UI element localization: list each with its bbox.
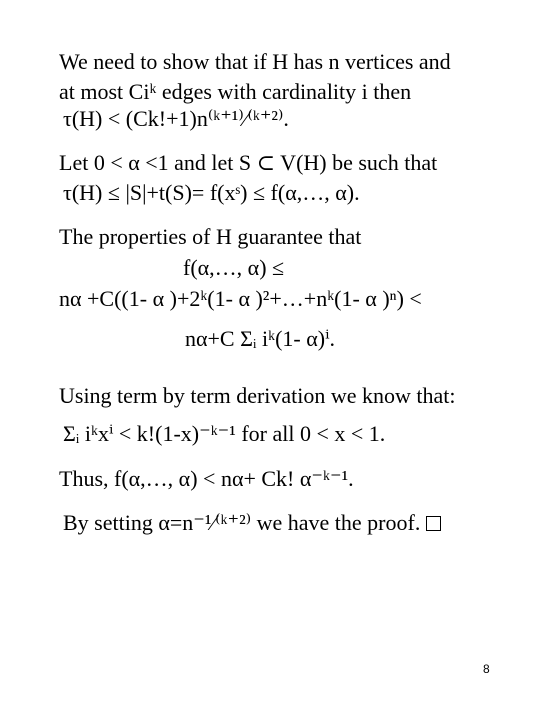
text-line-2: at most Ciᵏ edges with cardinality i then — [59, 79, 412, 104]
qed-box-icon — [426, 516, 441, 531]
text-line-13: By setting α=n⁻¹⁄⁽ᵏ⁺²⁾ we have the proof. — [63, 510, 421, 535]
text-line-3: τ(H) < (Ck!+1)n⁽ᵏ⁺¹⁾⁄⁽ᵏ⁺²⁾. — [63, 106, 289, 131]
text-line-11: Σᵢ iᵏxⁱ < k!(1-x)⁻ᵏ⁻¹ for all 0 < x < 1. — [63, 421, 386, 446]
text-line-1: We need to show that if H has n vertices and — [59, 49, 451, 74]
text-line-13-wrap — [63, 510, 441, 536]
text-line-12: Thus, f(α,…, α) < nα+ Ck! α⁻ᵏ⁻¹. — [59, 466, 354, 491]
text-line-10: Using term by term derivation we know that: — [59, 383, 456, 408]
text-line-5: τ(H) ≤ |S|+t(S)= f(xˢ) ≤ f(α,…, α). — [63, 180, 360, 205]
text-line-7: f(α,…, α) ≤ — [183, 255, 285, 280]
page-number: 8 — [483, 662, 490, 676]
text-line-4: Let 0 < α <1 and let S ⊂ V(H) be such that — [59, 150, 438, 175]
text-line-8: nα +C((1- α )+2ᵏ(1- α )²+…+nᵏ(1- α )ⁿ) < — [59, 286, 422, 311]
text-line-9: nα+C Σᵢ iᵏ(1- α)ⁱ. — [185, 326, 335, 351]
text-line-6: The properties of H guarantee that — [59, 224, 362, 249]
